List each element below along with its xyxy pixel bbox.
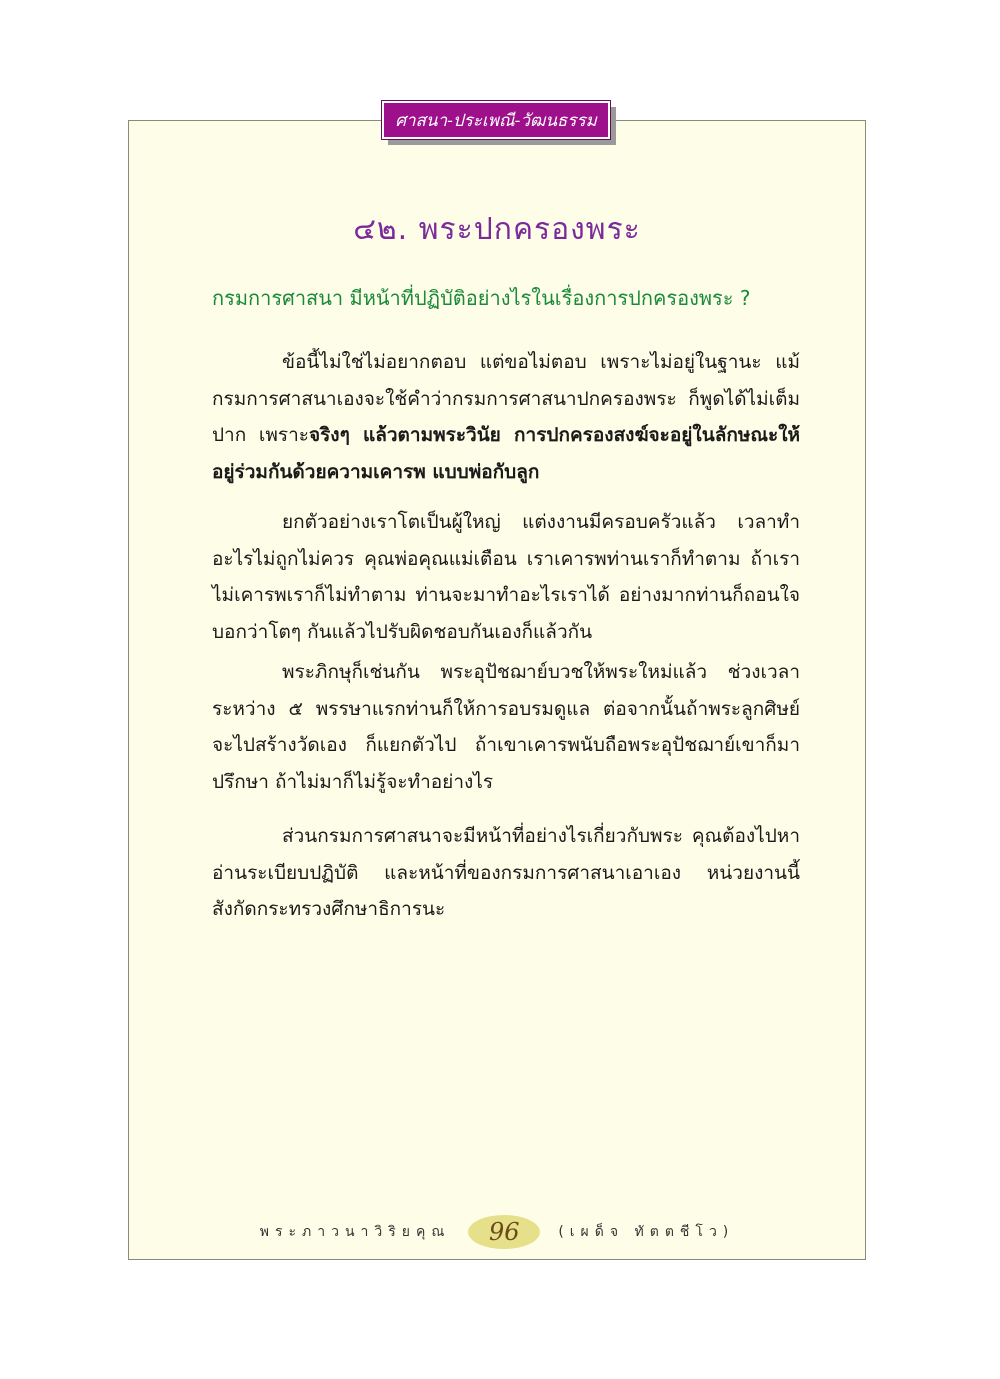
paragraph-1-bold-text: จริงๆ แล้วตามพระวินัย การปกครองสงฆ์จะอยู่ในลักษณะให้อยู่ร่วมกันด้วยความเคารพ แบบพ่อกับลูก: [212, 424, 800, 483]
footer: [128, 1212, 866, 1252]
footer-book-title: พระภาวนาวิริยคุณ: [259, 1224, 451, 1240]
paragraph-3: พระภิกษุก็เช่นกัน พระอุปัชฌาย์บวชให้พระใหม่แล้ว ช่วงเวลาระหว่าง ๕ พรรษาแรกท่านก็ให้การอบรมดูแล ต่อจากนั้นถ้าพระลูกศิษย์จะไปสร้างวัดเอง ก็แยกตัวไป ถ้าเขาเคารพนับถือพระอุปัชฌาย์เขาก็มาปรึกษา ถ้าไม่มาก็ไม่รู้จะทำอย่างไร: [212, 661, 800, 793]
paragraph-1: [212, 344, 800, 490]
section-tag: [382, 101, 610, 139]
footer-author: (เผด็จ ทัตตชีโว): [558, 1224, 735, 1240]
page-number-badge: [468, 1215, 540, 1249]
chapter-question: กรมการศาสนา มีหน้าที่ปฏิบัติอย่างไรในเรื่องการปกครองพระ ?: [212, 286, 751, 310]
page-number: 96: [489, 1218, 520, 1246]
paragraph-1-text: ข้อนี้ไม่ใช่ไม่อยากตอบ แต่ขอไม่ตอบ เพราะไม่อยู่ในฐานะ แม้กรมการศาสนาเองจะใช้คำว่ากรมการศาสนาปกครองพระ ก็พูดได้ไม่เต็มปาก เพราะ: [212, 351, 800, 446]
paragraph-4: ส่วนกรมการศาสนาจะมีหน้าที่อย่างไรเกี่ยวกับพระ คุณต้องไปหาอ่านระเบียบปฏิบัติ และหน้าที่ของกรมการศาสนาเอาเอง หน่วยงานนี้สังกัดกระทรวงศึกษาธิการนะ: [212, 825, 800, 920]
chapter-title: ๔๒. พระปกครองพระ: [353, 212, 641, 247]
section-tag-label: ศาสนา-ประเพณี-วัฒนธรรม: [395, 110, 597, 131]
paragraph-2: ยกตัวอย่างเราโตเป็นผู้ใหญ่ แต่งงานมีครอบครัวแล้ว เวลาทำอะไรไม่ถูกไม่ควร คุณพ่อคุณแม่เตือน เราเคารพท่านเราก็ทำตาม ถ้าเราไม่เคารพเราก็ไม่ทำตาม ท่านจะมาทำอะไรเราได้ อย่างมากท่านก็ถอนใจ บอกว่าโตๆ กันแล้วไปรับผิดชอบกันเองก็แล้วกัน: [212, 511, 800, 643]
